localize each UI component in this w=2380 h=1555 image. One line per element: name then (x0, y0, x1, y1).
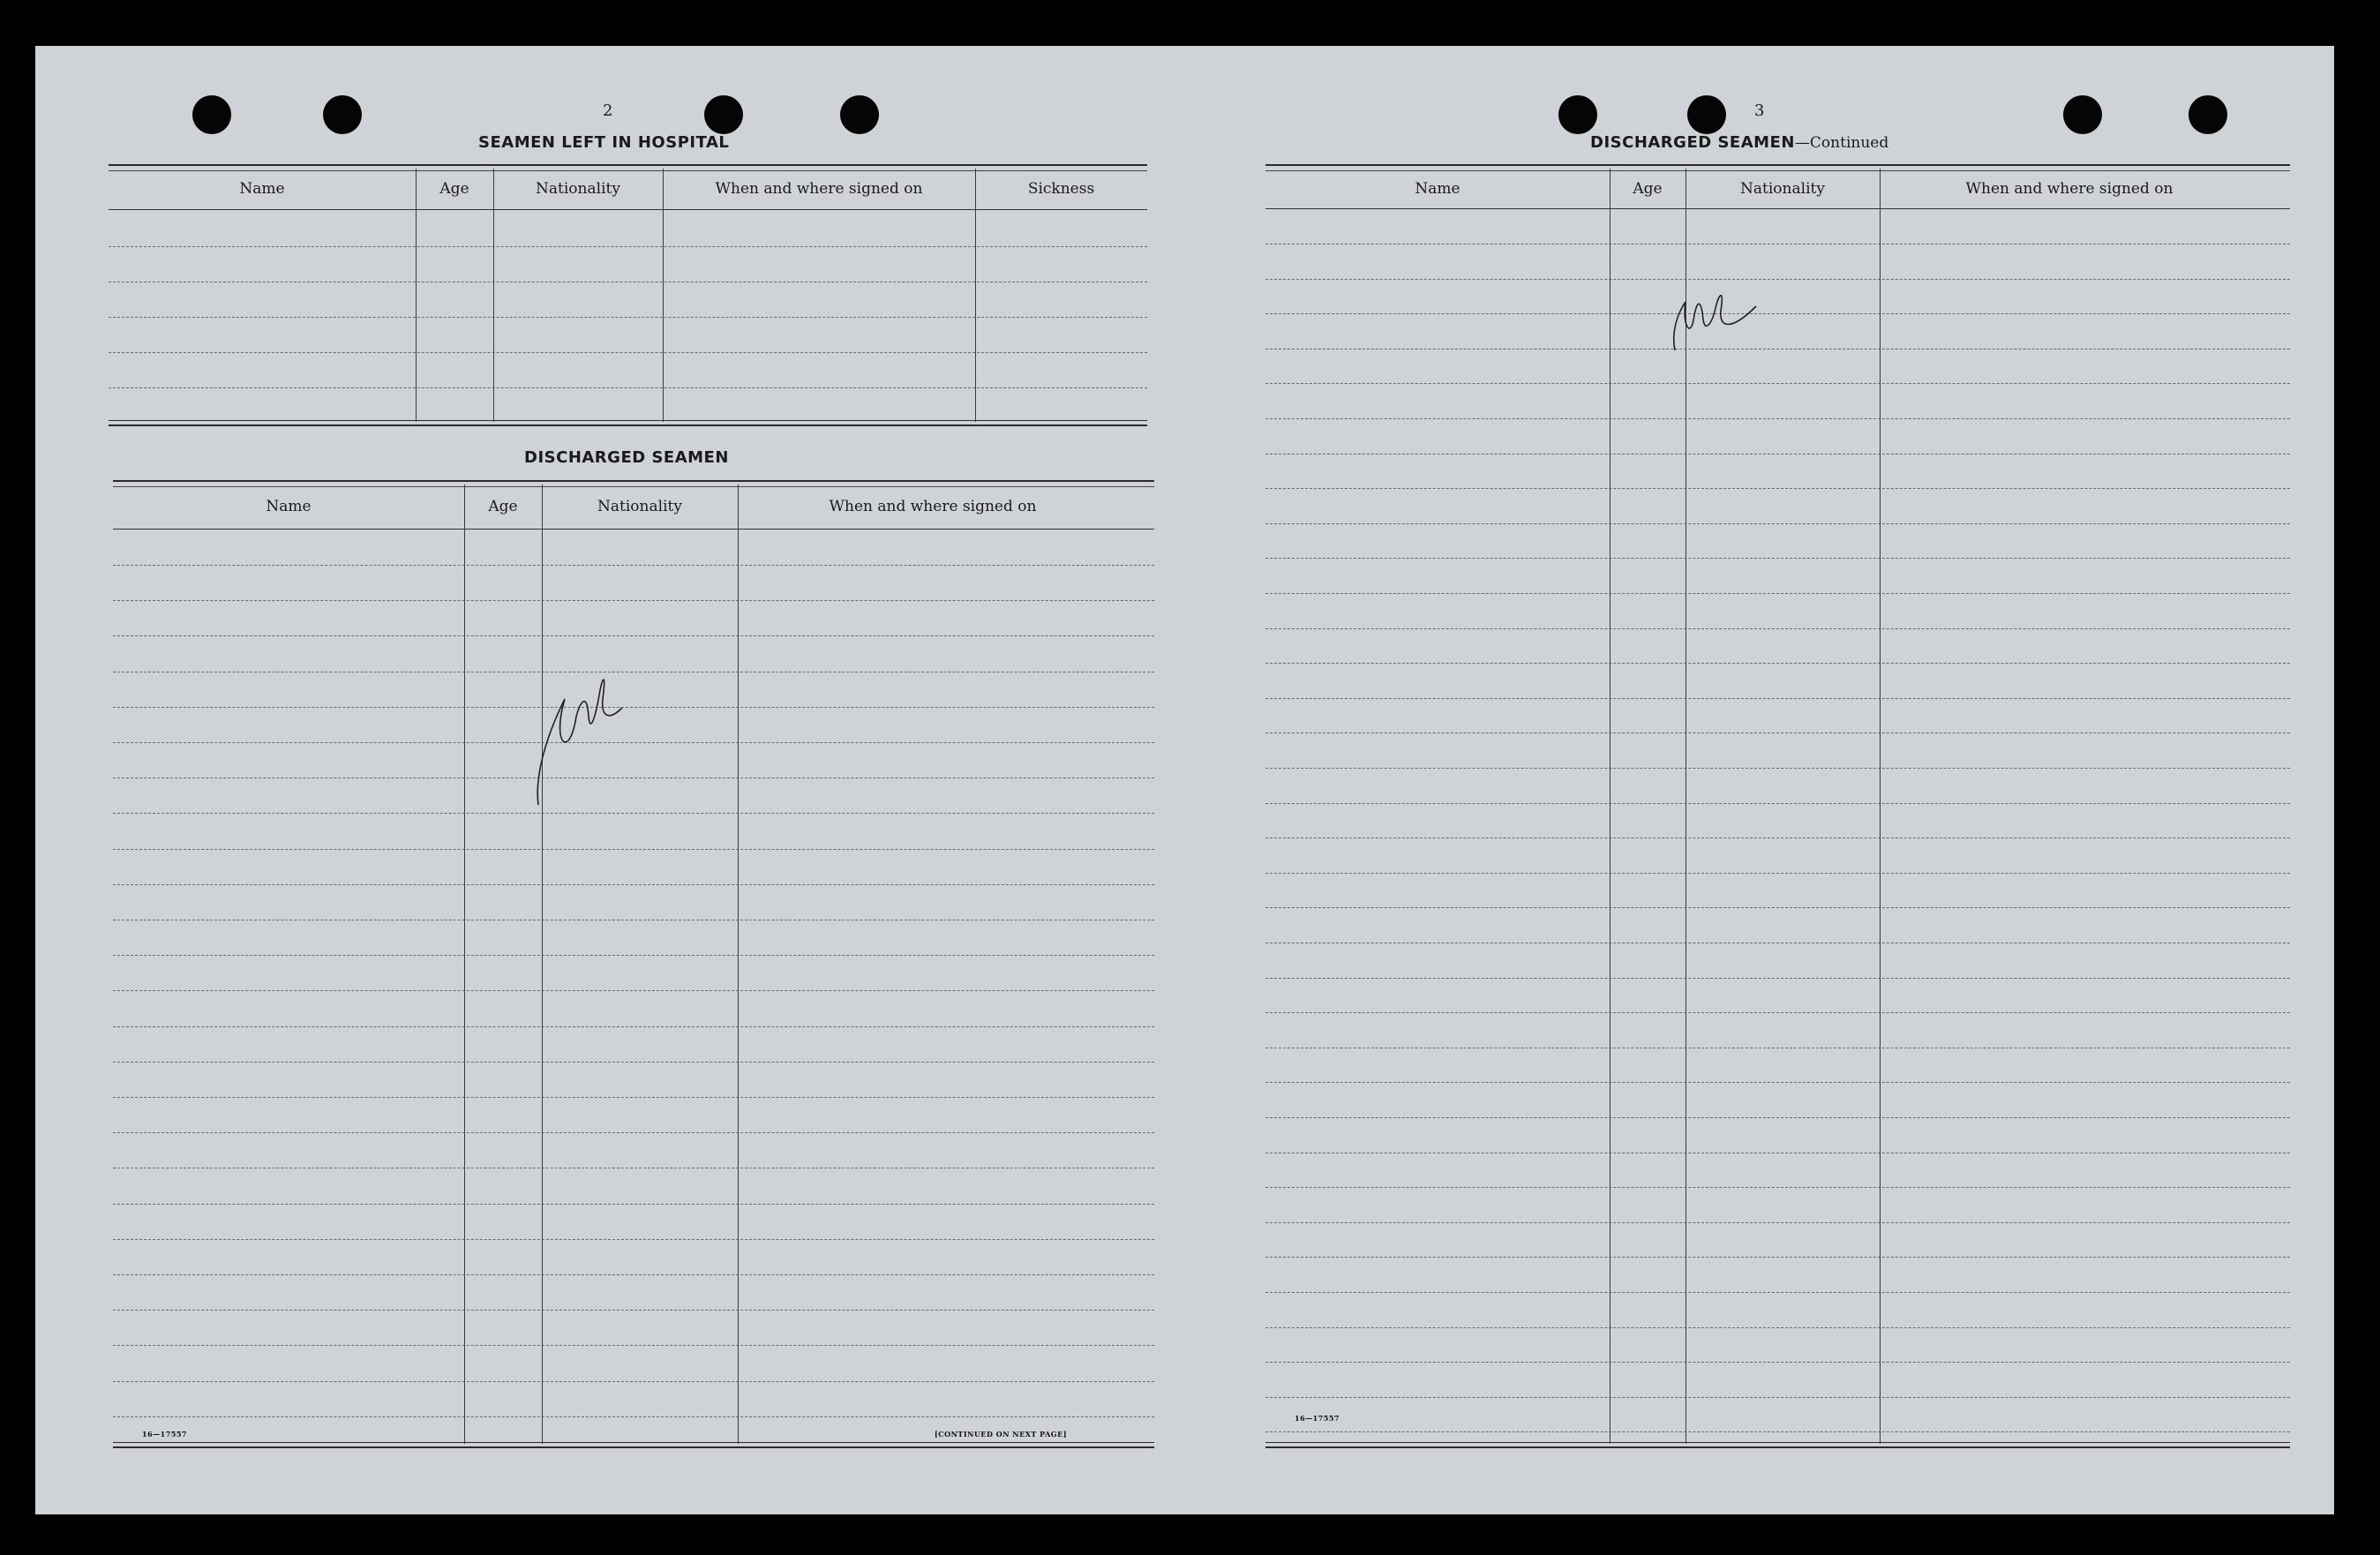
row-line (1265, 1222, 2290, 1223)
row-line (113, 884, 1154, 885)
discharged-continued-title (1590, 133, 1888, 152)
form-number-right: 16—17557 (1295, 1414, 1340, 1423)
column-divider (1880, 169, 1881, 1444)
row-line (113, 1026, 1154, 1027)
punch-hole (1687, 95, 1726, 134)
col-header-nationality: Nationality (597, 498, 682, 515)
row-line (1265, 663, 2290, 664)
row-line (113, 1239, 1154, 1240)
col-header-nationality: Nationality (1740, 180, 1825, 198)
punch-hole (1558, 95, 1597, 134)
col-header-signed-on: When and where signed on (829, 498, 1037, 515)
row-line (1265, 803, 2290, 804)
punch-hole (192, 95, 231, 134)
row-line (109, 352, 1147, 353)
row-line (113, 1381, 1154, 1382)
table-bottom-rule (109, 420, 1147, 426)
row-line (113, 1204, 1154, 1205)
title-suffix: —Continued (1794, 134, 1889, 152)
col-header-name: Name (266, 498, 312, 515)
table-top-rule (109, 164, 1147, 171)
hospital-section-title: SEAMEN LEFT IN HOSPITAL (478, 133, 730, 152)
row-line (1265, 628, 2290, 629)
row-line (113, 707, 1154, 708)
row-line (1265, 1012, 2290, 1013)
row-line (113, 990, 1154, 991)
ledger-sheet (35, 46, 2334, 1514)
column-divider (663, 169, 664, 422)
punch-hole (704, 95, 743, 134)
row-line (1265, 1292, 2290, 1293)
row-line (113, 600, 1154, 601)
handwritten-nil-mark (525, 664, 631, 814)
row-line (1265, 698, 2290, 699)
column-divider (738, 485, 739, 1444)
row-line (1265, 383, 2290, 384)
row-line (1265, 732, 2290, 733)
punch-hole (2063, 95, 2102, 134)
col-header-sickness: Sickness (1027, 180, 1095, 198)
handwritten-nil-mark (1659, 280, 1783, 359)
column-divider (416, 169, 417, 422)
page-number-right: 3 (1754, 101, 1765, 120)
row-line (1265, 1362, 2290, 1363)
col-header-nationality: Nationality (536, 180, 620, 198)
row-line (1265, 558, 2290, 559)
row-line (113, 849, 1154, 850)
row-line (113, 1345, 1154, 1346)
row-line (1265, 1431, 2290, 1432)
hospital-table (109, 164, 1147, 429)
col-header-signed-on: When and where signed on (715, 180, 923, 198)
row-line (113, 635, 1154, 636)
column-divider (464, 485, 465, 1444)
col-header-signed-on: When and where signed on (1965, 180, 2174, 198)
table-top-rule (113, 480, 1154, 487)
discharged-table-left (113, 480, 1154, 1453)
row-line (109, 246, 1147, 247)
form-number-left: 16—17557 (142, 1430, 187, 1439)
column-divider (542, 485, 543, 1444)
row-line (113, 1416, 1154, 1417)
col-header-age: Age (488, 498, 518, 515)
row-line (1265, 523, 2290, 524)
table-bottom-rule (113, 1442, 1154, 1448)
col-header-age: Age (439, 180, 469, 198)
col-header-age: Age (1633, 180, 1663, 198)
punch-hole (323, 95, 362, 134)
col-header-name: Name (239, 180, 285, 198)
discharged-section-title: DISCHARGED SEAMEN (524, 448, 729, 467)
row-line (109, 387, 1147, 388)
row-line (1265, 1257, 2290, 1258)
row-line (113, 1132, 1154, 1133)
row-line (1265, 768, 2290, 769)
col-header-name: Name (1415, 180, 1460, 198)
title-main: DISCHARGED SEAMEN (1590, 133, 1795, 152)
row-line (1265, 873, 2290, 874)
row-line (113, 955, 1154, 956)
row-line (1265, 488, 2290, 489)
header-underline (109, 209, 1147, 210)
header-underline (113, 529, 1154, 530)
row-line (1265, 1327, 2290, 1328)
row-line (113, 1310, 1154, 1311)
row-line (113, 565, 1154, 566)
row-line (1265, 593, 2290, 594)
header-underline (1265, 208, 2290, 209)
row-line (113, 1274, 1154, 1275)
row-line (113, 813, 1154, 814)
page-number-left: 2 (603, 101, 613, 120)
row-line (1265, 1117, 2290, 1118)
row-line (1265, 1187, 2290, 1188)
row-line (1265, 1082, 2290, 1083)
punch-hole (840, 95, 879, 134)
continued-note: [CONTINUED ON NEXT PAGE] (935, 1430, 1068, 1439)
table-bottom-rule (1265, 1442, 2290, 1448)
column-divider (493, 169, 494, 422)
table-top-rule (1265, 164, 2290, 171)
row-line (1265, 1397, 2290, 1398)
row-line (113, 742, 1154, 743)
row-line (109, 317, 1147, 318)
row-line (1265, 418, 2290, 419)
row-line (1265, 907, 2290, 908)
row-line (113, 1062, 1154, 1063)
column-divider (975, 169, 976, 422)
row-line (1265, 978, 2290, 979)
punch-hole (2189, 95, 2227, 134)
row-line (113, 1097, 1154, 1098)
